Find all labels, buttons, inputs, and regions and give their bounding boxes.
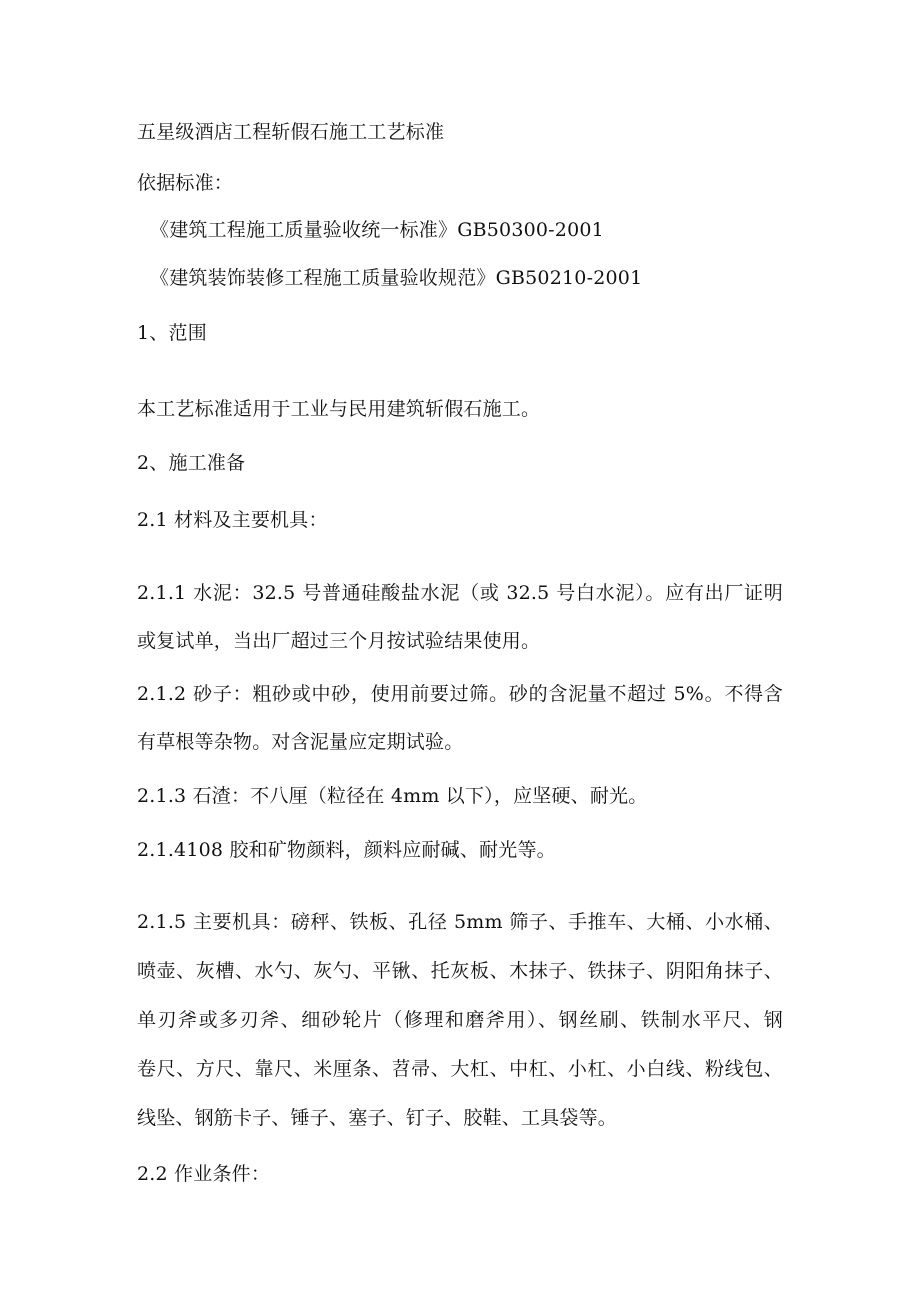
item-stone-chips: 2.1.3 石渣：不八厘（粒径在 4mm 以下），应坚硬、耐光。 — [137, 785, 648, 807]
subsection-heading-conditions: 2.2 作业条件： — [137, 1163, 271, 1185]
item-sand-line: 有草根等杂物。对含泥量应定期试验。 — [137, 731, 464, 753]
document-title: 五星级酒店工程斩假石施工工艺标准 — [137, 121, 445, 143]
item-sand-line: 2.1.2 砂子：粗砂或中砂，使用前要过筛。砂的含泥量不超过 5%。不得含 — [137, 683, 783, 705]
subsection-heading-materials: 2.1 材料及主要机具： — [137, 509, 328, 531]
item-tools-line: 单刃斧或多刃斧、细砂轮片（修理和磨斧用）、钢丝刷、铁制水平尺、钢 — [137, 1009, 783, 1031]
section-heading-preparation: 2、施工准备 — [137, 452, 246, 474]
standard-reference: 《建筑工程施工质量验收统一标准》GB50300-2001 — [150, 219, 604, 241]
item-tools-line: 喷壶、灰槽、水勺、灰勺、平锹、托灰板、木抹子、铁抹子、阴阳角抹子、 — [137, 960, 783, 982]
section-heading-scope: 1、范围 — [137, 322, 207, 344]
basis-heading: 依据标准： — [137, 172, 234, 194]
item-glue-pigment: 2.1.4108 胶和矿物颜料，颜料应耐碱、耐光等。 — [137, 839, 556, 861]
item-tools-line: 线坠、钢筋卡子、锤子、塞子、钉子、胶鞋、工具袋等。 — [137, 1107, 618, 1129]
item-tools-line: 卷尺、方尺、靠尺、米厘条、苕帚、大杠、中杠、小杠、小白线、粉线包、 — [137, 1058, 783, 1080]
standard-reference: 《建筑装饰装修工程施工质量验收规范》GB50210-2001 — [150, 267, 643, 289]
item-cement-line: 或复试单，当出厂超过三个月按试验结果使用。 — [137, 630, 541, 652]
item-cement-line: 2.1.1 水泥：32.5 号普通硅酸盐水泥（或 32.5 号白水泥）。应有出厂证明 — [137, 582, 783, 604]
item-tools-line: 2.1.5 主要机具：磅秤、铁板、孔径 5mm 筛子、手推车、大桶、小水桶、 — [137, 911, 783, 933]
scope-paragraph: 本工艺标准适用于工业与民用建筑斩假石施工。 — [137, 398, 541, 420]
